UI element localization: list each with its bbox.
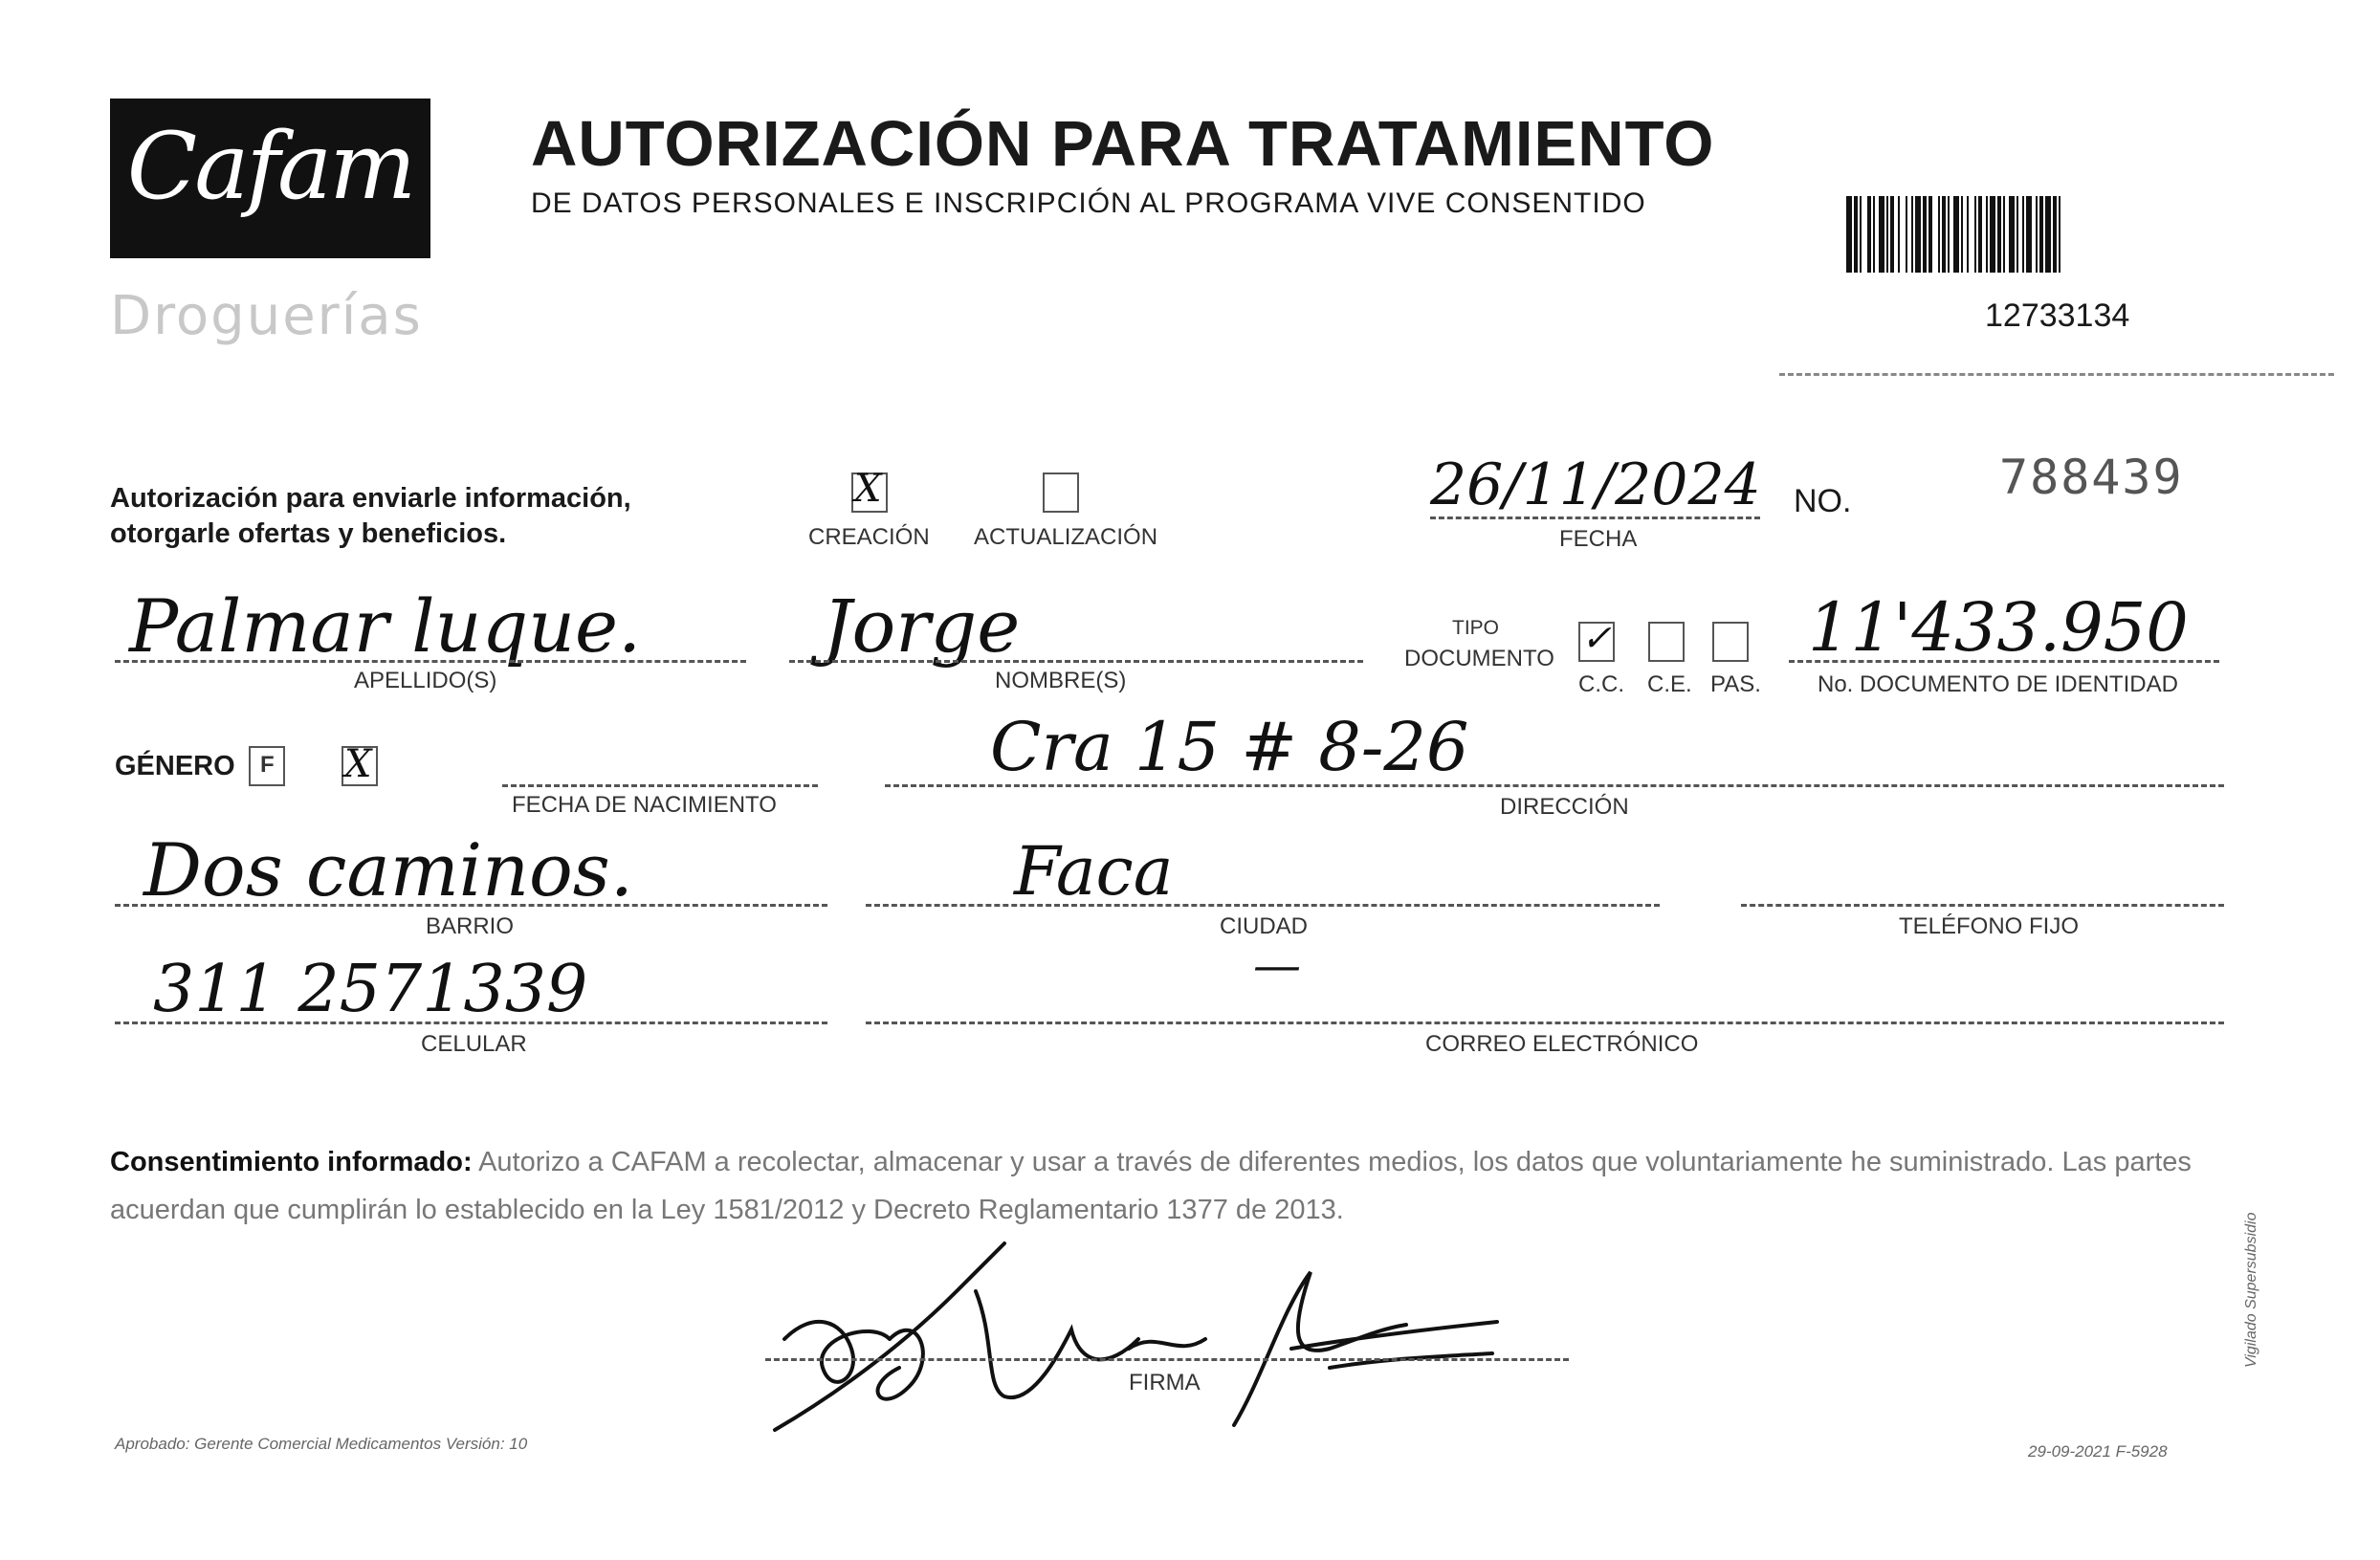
barcode-number: 12733134 xyxy=(1985,297,2130,334)
firma-label: FIRMA xyxy=(1129,1370,1201,1395)
ciudad-label: CIUDAD xyxy=(1220,913,1309,939)
correo-value: — xyxy=(1253,937,1301,993)
genero-m-mark: X xyxy=(344,742,372,786)
cc-mark: ✓ xyxy=(1581,617,1612,659)
correo-line[interactable] xyxy=(866,1022,2224,1024)
barrio-label: BARRIO xyxy=(426,913,515,939)
telefono-line[interactable] xyxy=(1741,904,2224,907)
documento-label: No. DOCUMENTO DE IDENTIDAD xyxy=(1818,671,2178,697)
pas-label: PAS. xyxy=(1710,671,1761,697)
ciudad-value: Faca xyxy=(1014,832,1174,911)
fecha-label: FECHA xyxy=(1559,526,1638,552)
documento-line[interactable] xyxy=(1789,660,2219,663)
pas-checkbox[interactable] xyxy=(1712,622,1749,662)
telefono-label: TELÉFONO FIJO xyxy=(1899,913,2080,939)
authorization-text-line1: Autorización para enviarle información, xyxy=(110,483,631,514)
ciudad-line[interactable] xyxy=(866,904,1660,907)
sub-brand: Droguerías xyxy=(110,285,423,347)
no-label: NO. xyxy=(1794,483,1852,519)
ce-label: C.E. xyxy=(1647,671,1692,697)
no-value: 788439 xyxy=(1999,450,2184,505)
barrio-line[interactable] xyxy=(115,904,827,907)
ce-checkbox[interactable] xyxy=(1648,622,1685,662)
celular-line[interactable] xyxy=(115,1022,827,1024)
direccion-line[interactable] xyxy=(885,784,2224,787)
consent-title: Consentimiento informado: xyxy=(110,1147,473,1177)
genero-f-label: F xyxy=(260,752,275,778)
nombres-line[interactable] xyxy=(789,660,1363,663)
creacion-label: CREACIÓN xyxy=(808,524,930,550)
apellidos-label: APELLIDO(S) xyxy=(354,668,497,693)
signature-drawing xyxy=(756,1234,1521,1454)
cut-line xyxy=(1779,373,2334,376)
footer-approval: Aprobado: Gerente Comercial Medicamentos Versión: 10 xyxy=(115,1435,528,1453)
nombres-value: Jorge xyxy=(823,583,1021,669)
nacimiento-label: FECHA DE NACIMIENTO xyxy=(512,792,777,818)
consent-text xyxy=(110,1138,2234,1234)
firma-line[interactable] xyxy=(765,1358,1569,1361)
actualizacion-checkbox[interactable] xyxy=(1043,472,1079,513)
consent-body: Autorizo a CAFAM a recolectar, almacenar y usar a través de diferentes medios, los datos que voluntariamente he suministrado. Las partes acuerdan que cumplirán lo establecido en la Ley 1581/2012 y Decreto Reglamentario 1377 de 2013. xyxy=(110,1147,2192,1225)
apellidos-line[interactable] xyxy=(115,660,746,663)
actualizacion-label: ACTUALIZACIÓN xyxy=(974,524,1158,550)
cafam-logo: Cafam xyxy=(126,113,414,220)
apellidos-value: Palmar luque. xyxy=(129,583,642,669)
form-subtitle: DE DATOS PERSONALES E INSCRIPCIÓN AL PROGRAMA VIVE CONSENTIDO xyxy=(531,187,1646,219)
creacion-mark: X xyxy=(854,467,882,511)
barrio-value: Dos caminos. xyxy=(143,827,633,912)
direccion-label: DIRECCIÓN xyxy=(1500,794,1629,820)
fecha-line xyxy=(1430,516,1760,519)
celular-label: CELULAR xyxy=(421,1031,527,1057)
documento-value: 11'433.950 xyxy=(1808,588,2189,667)
tipo-label: TIPO xyxy=(1452,617,1500,639)
cc-label: C.C. xyxy=(1578,671,1624,697)
nombres-label: NOMBRE(S) xyxy=(995,668,1127,693)
correo-label: CORREO ELECTRÓNICO xyxy=(1425,1031,1699,1057)
authorization-text-line2: otorgarle ofertas y beneficios. xyxy=(110,518,507,549)
nacimiento-line[interactable] xyxy=(502,784,818,787)
barcode xyxy=(1846,196,2229,273)
footer-code: 29-09-2021 F-5928 xyxy=(2028,1442,2168,1461)
fecha-value: 26/11/2024 xyxy=(1430,451,1761,518)
vigilado-side-text: Vigilado Supersubsidio xyxy=(2243,1212,2259,1368)
direccion-value: Cra 15 # 8-26 xyxy=(990,708,1469,786)
genero-label: GÉNERO xyxy=(115,751,235,781)
celular-value: 311 2571339 xyxy=(153,952,588,1027)
form-title: AUTORIZACIÓN PARA TRATAMIENTO xyxy=(531,108,1715,180)
documento-tipo-label: DOCUMENTO xyxy=(1404,646,1554,671)
